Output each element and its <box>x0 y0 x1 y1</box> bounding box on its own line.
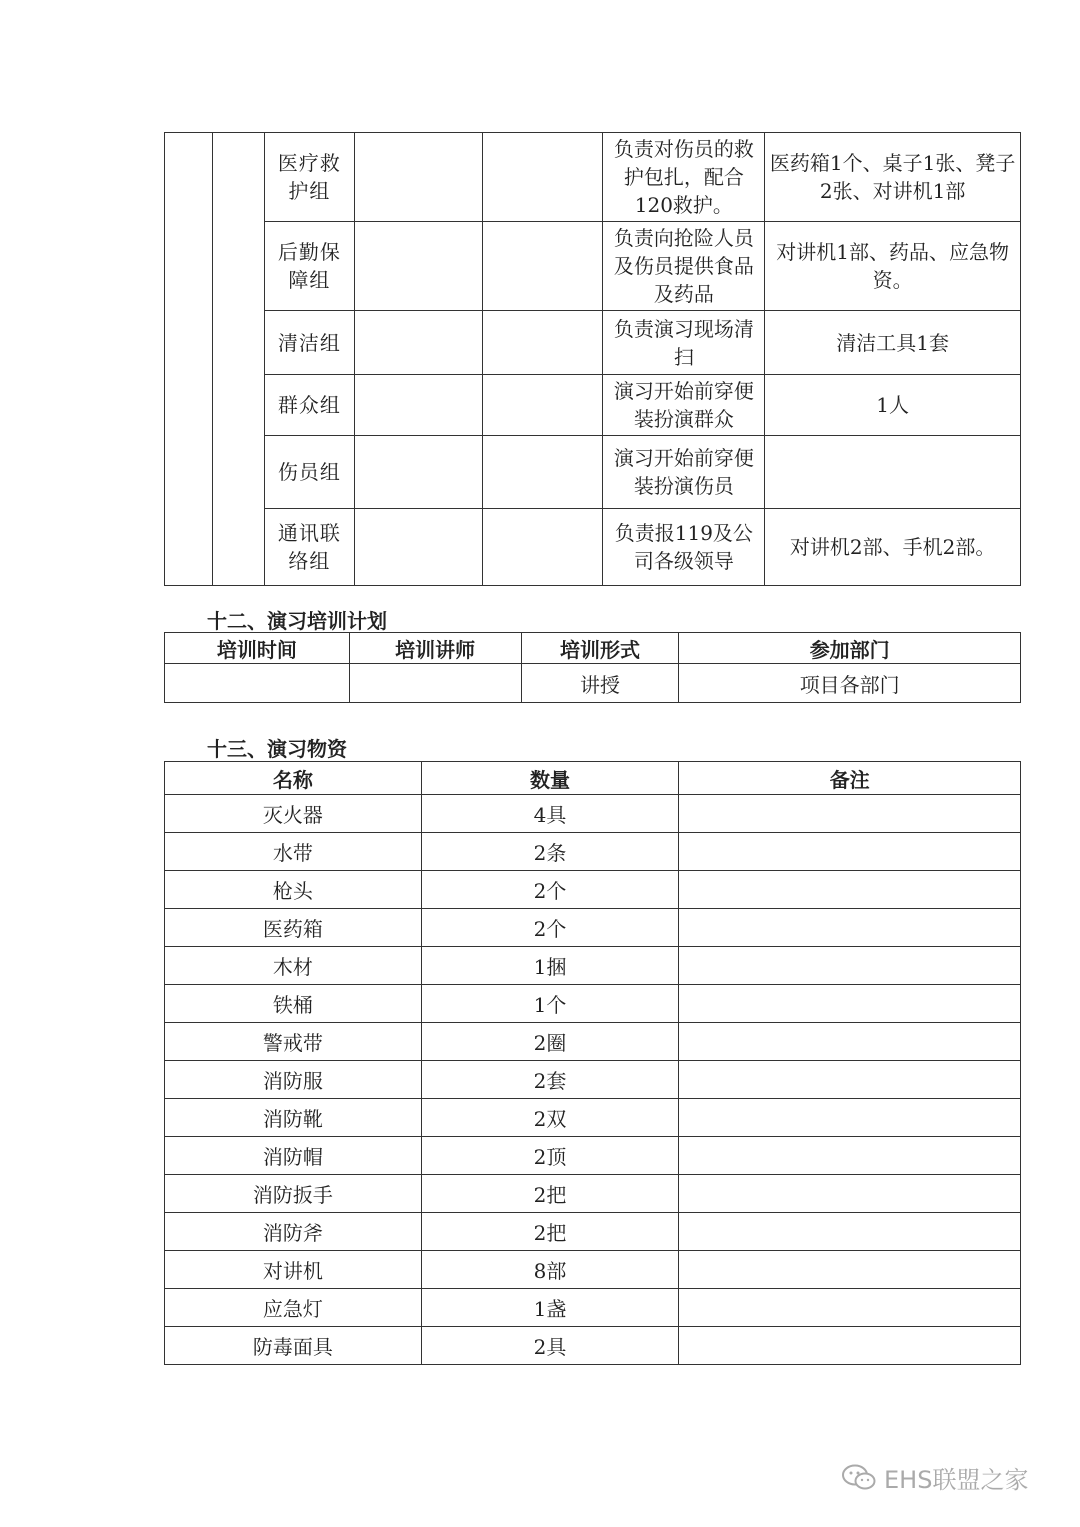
materials-header-quantity: 数量 <box>421 762 679 795</box>
materials-name-cell: 铁桶 <box>165 985 422 1023</box>
roles-duty-cell: 负责对伤员的救护包扎，配合120救护。 <box>603 133 765 222</box>
materials-name-cell: 消防靴 <box>165 1099 422 1137</box>
training-header-form: 培训形式 <box>521 633 679 664</box>
materials-quantity-cell: 2把 <box>421 1213 679 1251</box>
materials-header-name: 名称 <box>165 762 422 795</box>
roles-duty-cell: 演习开始前穿便装扮演伤员 <box>603 436 765 509</box>
roles-supplies-cell: 对讲机1部、药品、应急物资。 <box>765 222 1021 311</box>
training-row <box>165 664 1021 703</box>
roles-group-cell: 群众组 <box>264 375 354 436</box>
materials-row <box>165 1213 1021 1251</box>
wechat-icon <box>842 1464 876 1492</box>
roles-row <box>165 133 1021 222</box>
roles-duty-cell: 负责报119及公司各级领导 <box>603 509 765 586</box>
roles-blank-cell <box>482 222 603 311</box>
materials-name-cell: 警戒带 <box>165 1023 422 1061</box>
roles-group-cell: 伤员组 <box>264 436 354 509</box>
materials-quantity-cell: 4具 <box>421 795 679 833</box>
materials-quantity-cell: 2具 <box>421 1327 679 1365</box>
materials-name-cell: 防毒面具 <box>165 1327 422 1365</box>
materials-name-cell: 消防服 <box>165 1061 422 1099</box>
materials-note-cell <box>679 1213 1021 1251</box>
materials-name-cell: 医药箱 <box>165 909 422 947</box>
materials-header-note: 备注 <box>679 762 1021 795</box>
watermark <box>842 1460 1028 1495</box>
roles-duty-cell: 负责演习现场清扫 <box>603 311 765 375</box>
materials-quantity-cell: 2套 <box>421 1061 679 1099</box>
roles-group-cell: 后勤保障组 <box>264 222 354 311</box>
materials-row <box>165 1137 1021 1175</box>
materials-quantity-cell: 1捆 <box>421 947 679 985</box>
materials-row <box>165 833 1021 871</box>
materials-note-cell <box>679 1175 1021 1213</box>
training-department-cell: 项目各部门 <box>679 664 1021 703</box>
materials-row <box>165 1327 1021 1365</box>
materials-note-cell <box>679 1137 1021 1175</box>
materials-quantity-cell: 2圈 <box>421 1023 679 1061</box>
materials-row <box>165 1175 1021 1213</box>
roles-blank-cell <box>354 509 482 586</box>
materials-heading: 十三、演习物资 <box>207 737 347 761</box>
training-time-cell <box>165 664 350 703</box>
materials-table <box>164 761 1021 1365</box>
materials-note-cell <box>679 1023 1021 1061</box>
roles-duty-cell: 演习开始前穿便装扮演群众 <box>603 375 765 436</box>
materials-quantity-cell: 2把 <box>421 1175 679 1213</box>
materials-name-cell: 对讲机 <box>165 1251 422 1289</box>
materials-quantity-cell: 2双 <box>421 1099 679 1137</box>
training-header-time: 培训时间 <box>165 633 350 664</box>
materials-row <box>165 985 1021 1023</box>
roles-blank-cell <box>354 133 482 222</box>
materials-name-cell: 消防帽 <box>165 1137 422 1175</box>
training-heading: 十二、演习培训计划 <box>207 609 387 633</box>
roles-row <box>165 436 1021 509</box>
materials-quantity-cell: 8部 <box>421 1251 679 1289</box>
roles-row <box>165 375 1021 436</box>
materials-note-cell <box>679 1289 1021 1327</box>
roles-col-b <box>212 133 264 586</box>
materials-note-cell <box>679 1251 1021 1289</box>
materials-quantity-cell: 2条 <box>421 833 679 871</box>
roles-blank-cell <box>354 222 482 311</box>
roles-supplies-cell: 1人 <box>765 375 1021 436</box>
roles-blank-cell <box>482 509 603 586</box>
materials-name-cell: 枪头 <box>165 871 422 909</box>
training-header-department: 参加部门 <box>679 633 1021 664</box>
roles-supplies-cell: 对讲机2部、手机2部。 <box>765 509 1021 586</box>
roles-col-a <box>165 133 213 586</box>
roles-blank-cell <box>482 436 603 509</box>
materials-row <box>165 871 1021 909</box>
materials-row <box>165 947 1021 985</box>
roles-duty-cell: 负责向抢险人员及伤员提供食品及药品 <box>603 222 765 311</box>
materials-quantity-cell: 2个 <box>421 871 679 909</box>
training-header-instructor: 培训讲师 <box>349 633 521 664</box>
materials-quantity-cell: 2个 <box>421 909 679 947</box>
materials-note-cell <box>679 1099 1021 1137</box>
materials-quantity-cell: 1盏 <box>421 1289 679 1327</box>
materials-note-cell <box>679 947 1021 985</box>
materials-name-cell: 水带 <box>165 833 422 871</box>
roles-row <box>165 509 1021 586</box>
materials-note-cell <box>679 833 1021 871</box>
materials-row <box>165 1099 1021 1137</box>
roles-blank-cell <box>354 375 482 436</box>
materials-quantity-cell: 1个 <box>421 985 679 1023</box>
roles-row <box>165 222 1021 311</box>
roles-row <box>165 311 1021 375</box>
roles-group-cell: 清洁组 <box>264 311 354 375</box>
roles-blank-cell <box>482 375 603 436</box>
roles-supplies-cell: 清洁工具1套 <box>765 311 1021 375</box>
materials-name-cell: 木材 <box>165 947 422 985</box>
materials-note-cell <box>679 795 1021 833</box>
roles-group-cell: 医疗救护组 <box>264 133 354 222</box>
training-table <box>164 632 1021 703</box>
materials-note-cell <box>679 1327 1021 1365</box>
materials-name-cell: 消防扳手 <box>165 1175 422 1213</box>
roles-blank-cell <box>354 311 482 375</box>
training-instructor-cell <box>349 664 521 703</box>
materials-row <box>165 795 1021 833</box>
roles-supplies-cell <box>765 436 1021 509</box>
materials-row <box>165 1061 1021 1099</box>
training-form-cell: 讲授 <box>521 664 679 703</box>
materials-note-cell <box>679 985 1021 1023</box>
materials-row <box>165 909 1021 947</box>
roles-blank-cell <box>482 311 603 375</box>
roles-supplies-cell: 医药箱1个、桌子1张、凳子2张、对讲机1部 <box>765 133 1021 222</box>
roles-blank-cell <box>482 133 603 222</box>
roles-blank-cell <box>354 436 482 509</box>
materials-quantity-cell: 2顶 <box>421 1137 679 1175</box>
materials-note-cell <box>679 909 1021 947</box>
roles-table <box>164 132 1021 586</box>
materials-name-cell: 灭火器 <box>165 795 422 833</box>
materials-note-cell <box>679 871 1021 909</box>
materials-row <box>165 1251 1021 1289</box>
materials-note-cell <box>679 1061 1021 1099</box>
roles-group-cell: 通讯联络组 <box>264 509 354 586</box>
watermark-text: EHS联盟之家 <box>884 1466 1029 1494</box>
materials-name-cell: 消防斧 <box>165 1213 422 1251</box>
materials-row <box>165 1289 1021 1327</box>
materials-row <box>165 1023 1021 1061</box>
materials-name-cell: 应急灯 <box>165 1289 422 1327</box>
